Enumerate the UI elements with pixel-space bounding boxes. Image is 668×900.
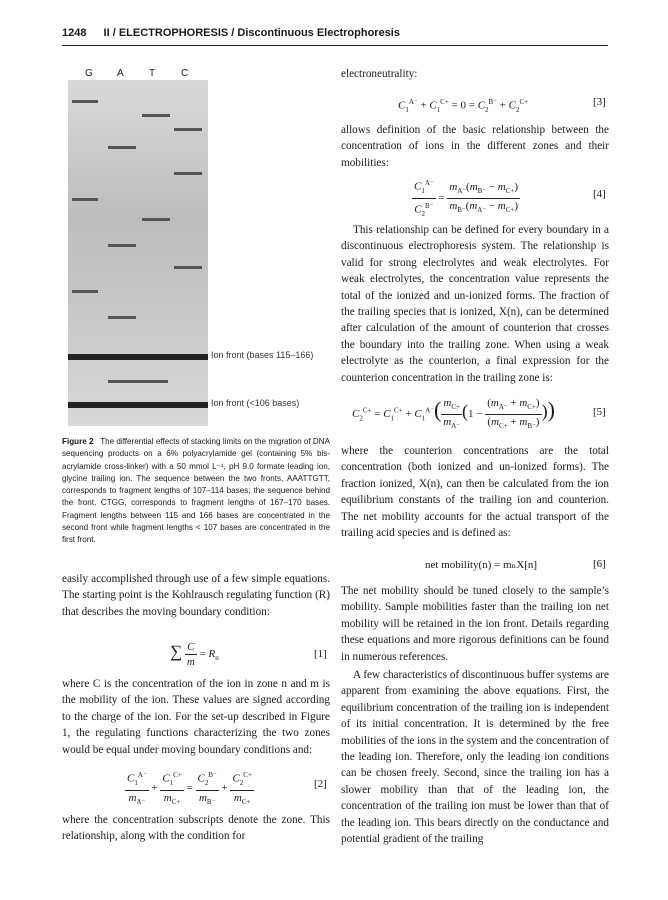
lane-label-a: A (117, 68, 124, 79)
right-para-3 (341, 443, 609, 541)
equation-4-number: [4] (593, 188, 606, 200)
left-para-2 (62, 676, 330, 758)
gel-band (108, 146, 136, 149)
ion-front-lower-label: Ion front (<106 bases) (211, 398, 300, 408)
left-para-3 (62, 812, 330, 845)
gel-band (174, 266, 202, 269)
equation-3: $C_1^{A^-} + C_1^{C+} = 0 = C_2^{B^-} + C_2^{C+}$ (398, 98, 529, 114)
ion-front-lower-band (68, 402, 208, 408)
ion-front-upper-label: Ion front (bases 115–166) (211, 350, 314, 360)
equation-1: ∑ $\frac{C}{m}$ = $R_n$ (170, 641, 219, 668)
right-para-2-text: This relationship can be defined for every boundary in a discontinuous electrophoresis system. The relationship is valid for strong electrolytes and weak electrolytes. For weak electrolytes, the concentration value represents the total of the ionized and un-ionized forms. The fraction of the trailing species that is ionized, X(n), can be determined after calculation of the amount of counterion that crosses the boundary into the trailing zone. When using a weak electrolyte as the counterion, a final expression for the counterion concentration in the trailing zone is: (341, 224, 609, 384)
gel-band (174, 128, 202, 131)
running-header (62, 27, 622, 39)
equation-1-number: [1] (314, 648, 327, 660)
equation-6-number: [6] (593, 558, 606, 570)
left-para-3-text: where the concentration subscripts denote the zone. This relationship, along with the condition for (62, 814, 330, 843)
section-title: II / ELECTROPHORESIS / Discontinuous Electrophoresis (103, 27, 400, 39)
gel-band (142, 218, 170, 221)
equation-2-number: [2] (314, 778, 327, 790)
gel-image (68, 80, 208, 426)
right-para-4 (341, 583, 609, 665)
lane-label-c: C (181, 68, 189, 79)
left-para-2-text: where C is the concentration of the ion in zone n and m is the mobility of the ion. These values are signed according to the charge of the ion. For the set-up described in Figure 1, the regulating functions characterizing the two zones would be equal under moving boundary conditions and: (62, 678, 330, 756)
equation-5-number: [5] (593, 406, 606, 418)
right-para-1-text: allows definition of the basic relationship between the concentration of ions in the different zones and their mobilities: (341, 124, 609, 169)
gel-band (142, 114, 170, 117)
gel-band (72, 198, 98, 201)
gel-band (174, 172, 202, 175)
right-para-3-text: where the counterion concentrations are the total concentration (both ionized and un-ionized forms). The fraction ionized, X(n), can then be calculated from the ion equilibrium constants of the trailing ion and counterion. The net mobility accounts for the actual transport of the trailing acid species and is defined as: (341, 445, 609, 540)
gel-band (72, 290, 98, 293)
right-para-5 (341, 667, 609, 847)
right-para-5-text: A few characteristics of discontinuous buffer systems are apparent from examining the above equations. First, the equilibrium concentration of the trailing ion is independent of its initial concentration. It is determined by the free mobilities of the ions in the system and the concentration of the leading ion. Therefore, only the leading ion conditions can be chosen freely. Second, since the trailing ion has a slower mobility than that of the leading ion, the concentration of the trailing ion must be lower than that of the leading ion. This bears directly on the conductance and potential gradient of the trailing (341, 669, 609, 846)
equation-5: $C_2^{C+} = C_1^{C+} + C_1^{A^-}$( $\frac{m_{C+}}{m_{A^-}}$ (1 − $\frac{(m_{A^-} + m_{C+})}{(m_{C+} + m_{B^-})}$ )) (352, 397, 555, 431)
lane-label-t: T (149, 68, 156, 79)
right-para-1 (341, 122, 609, 171)
figure-caption (62, 436, 330, 547)
equation-2: $\frac{C_1^{A^-}}{m_{A^-}}$ + $\frac{C_1^{C+}}{m_{C+}}$ = $\frac{C_2^{B^-}}{m_{B^-}}$ + $\frac{C_2^{C+}}{m_{C+}}$ (125, 768, 254, 809)
equation-6 (425, 558, 537, 572)
gel-band (108, 244, 136, 247)
header-rule (62, 45, 608, 46)
left-para-1-text: easily accomplished through use of a few simple equations. The starting point is the Kohlrausch regulating function (R) that describes the moving boundary condition: (62, 573, 330, 618)
page-number: 1248 (62, 27, 87, 39)
equation-4: $\frac{C_1^{A^-}}{C_2^{B^-}}$ = $\frac{m_{A^-}(m_{B^-} - m_{C+})}{m_{B^-}(m_{A^-} - m_{C+})}$ (412, 176, 520, 221)
right-para-2 (341, 222, 609, 386)
lane-label-g: G (85, 68, 93, 79)
gel-band (108, 380, 168, 383)
right-para-4-text: The net mobility should be tuned closely to the sample’s mobility. Sample mobilities faster than the trailing ion net mobility will be retained in the ion front. Details regarding these equations and more rigorous definitions can be found in numerous references. (341, 585, 609, 663)
right-para-0-text: electroneutrality: (341, 68, 418, 80)
caption-text: The differential effects of stacking limits on the migration of DNA sequencing products on a 6% polyacrylamide gel (containing 5% bis-acrylamide cross-linker) with a 50 mmol L⁻¹, pH 9.0 formate leading ion, glycine trailing ion. The sequence between the two fronts, AAATTGTT, corresponds to fragment lengths of 107–114 bases; the sequence behind the front, CTGG, corresponds to fragment lengths of 167–170 bases. Fragment lengths between 115 and 166 bases are concentrated in the second front while fragment lengths < 107 bases are concentrated in the first front. (62, 437, 330, 545)
left-para-1 (62, 571, 330, 620)
ion-front-upper-band (68, 354, 208, 360)
gel-band (72, 100, 98, 103)
equation-6-text: net mobility(n) = mₙX[n] (425, 559, 538, 571)
caption-label: Figure 2 (62, 437, 94, 446)
equation-3-number: [3] (593, 96, 606, 108)
right-para-0 (341, 66, 609, 82)
gel-band (108, 316, 136, 319)
